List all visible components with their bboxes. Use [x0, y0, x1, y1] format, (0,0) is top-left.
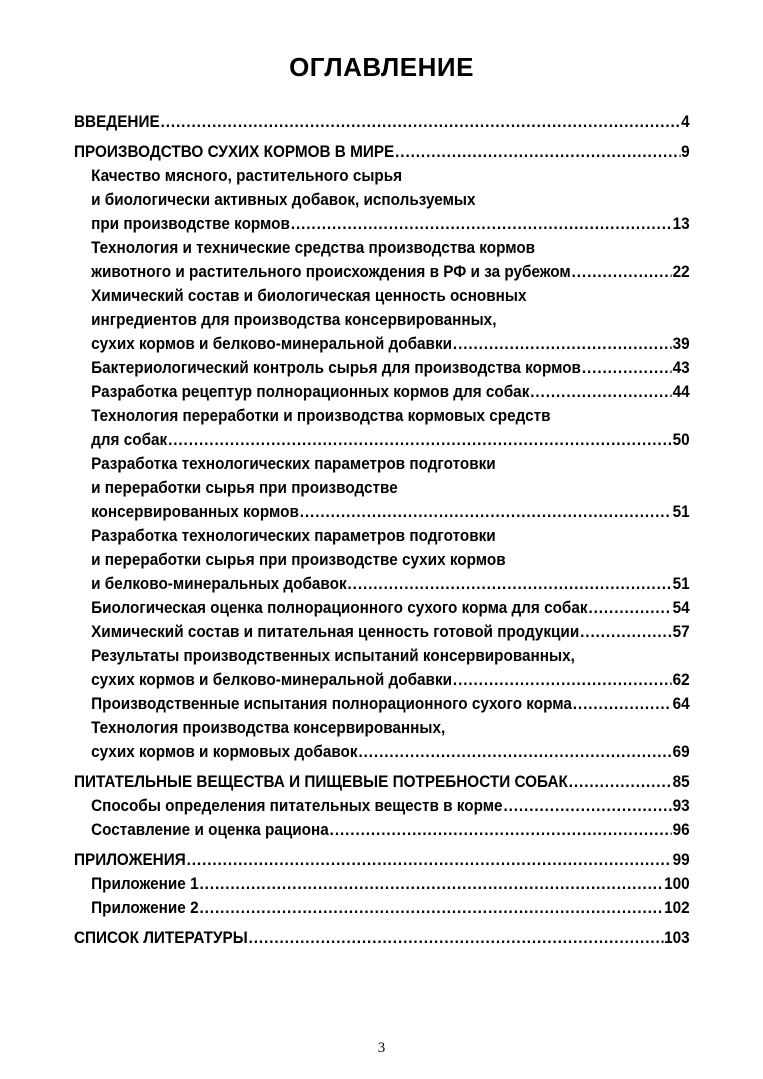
toc-entry-text: Составление и оценка рациона: [91, 820, 329, 839]
toc-entry-text: Технология производства консервированных,: [91, 718, 446, 737]
toc-page-number: 4: [681, 112, 690, 131]
toc-page-number: 13: [672, 214, 690, 233]
dot-leader: [199, 872, 663, 896]
toc-entry-text: Разработка технологических параметров подготовки: [91, 526, 496, 545]
dot-leader: [530, 380, 671, 404]
dot-leader: [569, 770, 672, 794]
toc-entry-text: ПРОИЗВОДСТВО СУХИХ КОРМОВ В МИРЕ: [74, 142, 395, 161]
toc-entry-text: животного и растительного происхождения в РФ и за рубежом: [91, 262, 571, 281]
dot-leader: [573, 692, 672, 716]
page-title: ОГЛАВЛЕНИЕ: [289, 52, 474, 82]
toc-section[interactable]: [74, 110, 690, 134]
toc-entry-text: для собак: [91, 430, 168, 449]
toc-subsection[interactable]: [74, 818, 690, 842]
page-number: 3: [377, 1040, 386, 1056]
toc-entry-text: Химический состав и питательная ценность готовой продукции: [91, 622, 580, 641]
toc-page-number: 39: [672, 334, 690, 353]
toc-section[interactable]: [74, 770, 690, 794]
toc-subsection[interactable]: [74, 380, 690, 404]
toc-page-number: 96: [672, 820, 690, 839]
toc-entry-text: Производственные испытания полнорационного сухого корма: [91, 694, 572, 713]
toc-entry-text: Разработка рецептур полнорационных кормов для собак: [91, 382, 530, 401]
toc-page-number: 44: [672, 382, 690, 401]
toc-entry-text: ПРИЛОЖЕНИЯ: [74, 850, 186, 869]
dot-leader: [249, 926, 664, 950]
toc-section[interactable]: [74, 140, 690, 164]
dot-leader: [503, 794, 671, 818]
dot-leader: [358, 740, 671, 764]
toc-page-number: 9: [681, 142, 690, 161]
toc-entry-text: консервированных кормов: [91, 502, 299, 521]
dot-leader: [580, 620, 672, 644]
toc-entry-text: Качество мясного, растительного сырья: [91, 166, 403, 185]
toc-entry-text: Приложение 2: [91, 898, 199, 917]
toc-subsection[interactable]: [74, 692, 690, 716]
dot-leader: [187, 848, 672, 872]
toc-page-number: 50: [672, 430, 690, 449]
dot-leader: [300, 500, 672, 524]
toc-page-number: 69: [672, 742, 690, 761]
toc-entry-text: Результаты производственных испытаний консервированных,: [91, 646, 575, 665]
toc-page-number: 43: [672, 358, 690, 377]
toc-entry-text: Разработка технологических параметров подготовки: [91, 454, 496, 473]
dot-leader: [168, 428, 672, 452]
toc-entry-text: и белково-минеральных добавок: [91, 574, 347, 593]
toc-page-number: 64: [672, 694, 690, 713]
dot-leader: [161, 110, 681, 134]
dot-leader: [348, 572, 672, 596]
dot-leader: [572, 260, 672, 284]
toc-page-number: 51: [672, 574, 690, 593]
toc-page-number: 57: [672, 622, 690, 641]
toc-page-number: 54: [672, 598, 690, 617]
toc-subsection[interactable]: [74, 404, 690, 452]
toc-subsection[interactable]: [74, 452, 690, 524]
toc-subsection[interactable]: [74, 356, 690, 380]
toc-page-number: 93: [672, 796, 690, 815]
toc-entry-text: и биологически активных добавок, используемых: [91, 190, 476, 209]
toc-subsection[interactable]: [74, 794, 690, 818]
toc-entry-text: Способы определения питательных веществ в корме: [91, 796, 503, 815]
toc-page-number: 99: [672, 850, 690, 869]
toc-page-number: 51: [672, 502, 690, 521]
table-of-contents: [74, 110, 690, 950]
toc-entry-text: Биологическая оценка полнорационного сухого корма для собак: [91, 598, 588, 617]
toc-entry-text: при производстве кормов: [91, 214, 290, 233]
toc-entry-text: Технология переработки и производства кормовых средств: [91, 406, 551, 425]
toc-entry-text: сухих кормов и белково-минеральной добавки: [91, 670, 453, 689]
toc-section[interactable]: [74, 848, 690, 872]
toc-subsection[interactable]: [74, 716, 690, 764]
toc-page-number: 62: [672, 670, 690, 689]
toc-subsection[interactable]: [74, 872, 690, 896]
toc-entry-text: СПИСОК ЛИТЕРАТУРЫ: [74, 928, 248, 947]
toc-entry-text: ПИТАТЕЛЬНЫЕ ВЕЩЕСТВА И ПИЩЕВЫЕ ПОТРЕБНОСТИ СОБАК: [74, 772, 568, 791]
toc-subsection[interactable]: [74, 896, 690, 920]
dot-leader: [291, 212, 672, 236]
dot-leader: [588, 596, 671, 620]
toc-entry-text: Бактериологический контроль сырья для производства кормов: [91, 358, 581, 377]
toc-page-number: 85: [672, 772, 690, 791]
toc-subsection[interactable]: [74, 236, 690, 284]
dot-leader: [199, 896, 663, 920]
dot-leader: [395, 140, 680, 164]
dot-leader: [582, 356, 672, 380]
toc-entry-text: ВВЕДЕНИЕ: [74, 112, 160, 131]
toc-page-number: 22: [672, 262, 690, 281]
toc-entry-text: и переработки сырья при производстве: [91, 478, 398, 497]
toc-page-number: 100: [664, 874, 690, 893]
toc-page-number: 103: [664, 928, 690, 947]
toc-section[interactable]: [74, 926, 690, 950]
toc-subsection[interactable]: [74, 620, 690, 644]
toc-subsection[interactable]: [74, 284, 690, 356]
toc-entry-text: и переработки сырья при производстве сухих кормов: [91, 550, 506, 569]
toc-subsection[interactable]: [74, 596, 690, 620]
toc-entry-text: ингредиентов для производства консервированных,: [91, 310, 497, 329]
toc-entry-text: Приложение 1: [91, 874, 199, 893]
dot-leader: [330, 818, 672, 842]
dot-leader: [453, 332, 672, 356]
toc-entry-text: Химический состав и биологическая ценность основных: [91, 286, 527, 305]
toc-subsection[interactable]: [74, 524, 690, 596]
toc-subsection[interactable]: [74, 164, 690, 236]
toc-entry-text: Технология и технические средства производства кормов: [91, 238, 536, 257]
toc-entry-text: сухих кормов и белково-минеральной добавки: [91, 334, 453, 353]
toc-subsection[interactable]: [74, 644, 690, 692]
toc-entry-text: сухих кормов и кормовых добавок: [91, 742, 358, 761]
toc-page-number: 102: [664, 898, 690, 917]
dot-leader: [453, 668, 672, 692]
